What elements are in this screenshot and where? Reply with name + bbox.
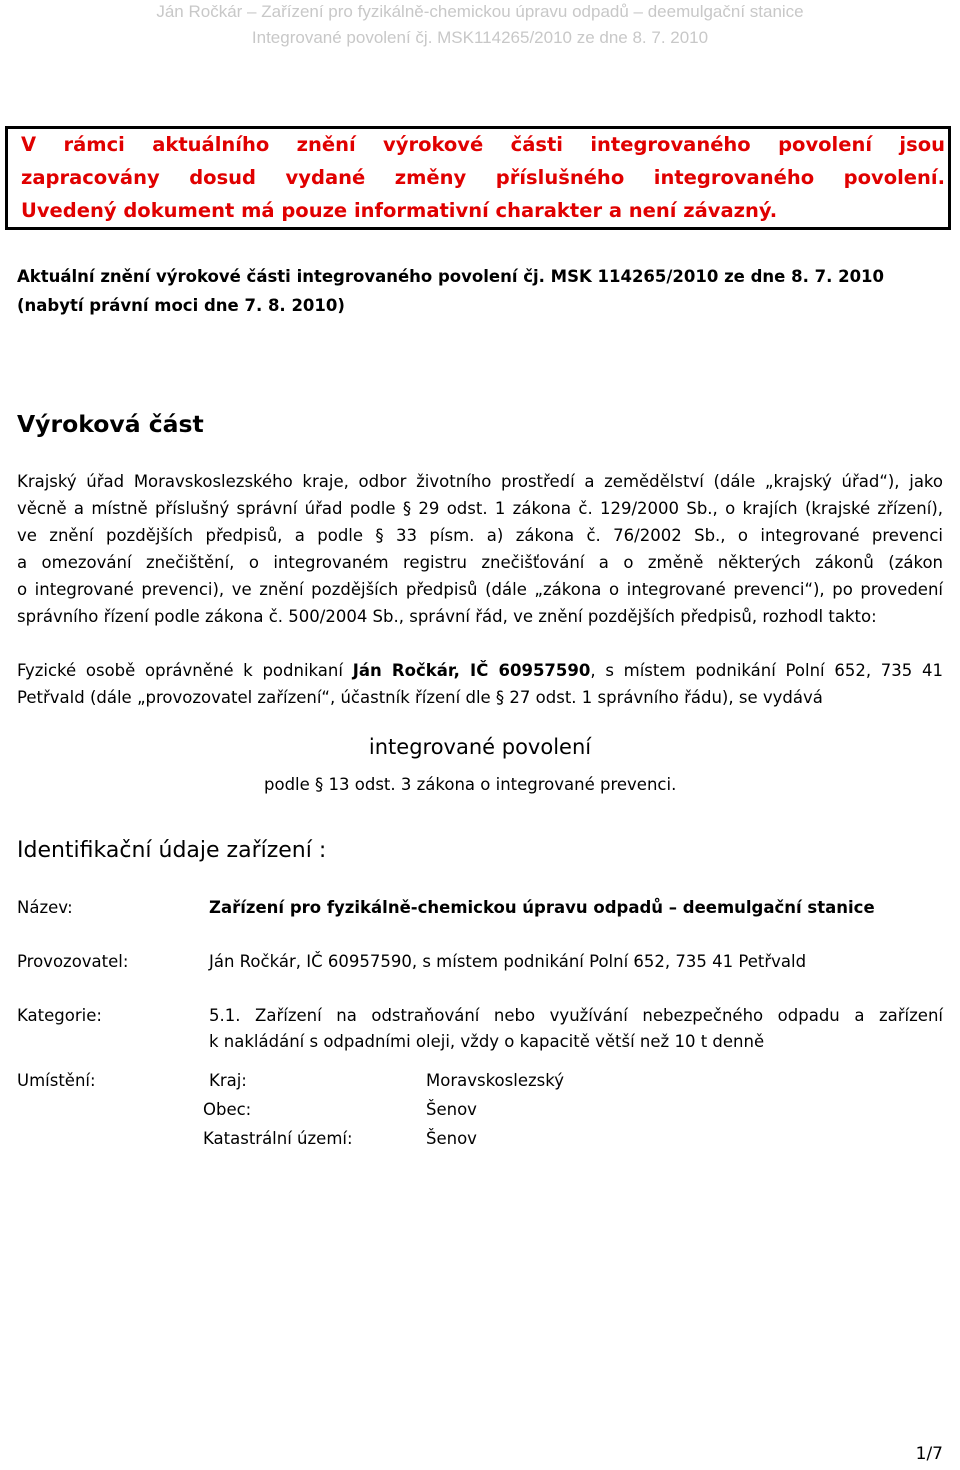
- intro-line-3: ve znění pozdějších předpisů, a podle § 33 písm. a) zákona č. 76/2002 Sb., o integrované prevenci: [17, 526, 943, 545]
- page-number: 1/7: [915, 1444, 943, 1464]
- cadastral-value: Šenov: [426, 1129, 477, 1148]
- permit-subtitle: podle § 13 odst. 3 zákona o integrované prevenci.: [264, 775, 677, 794]
- municipality-label: Obec:: [203, 1100, 252, 1119]
- operator-para-post: , s místem podnikání Polní 652, 735 41: [590, 661, 943, 680]
- cadastral-label: Katastrální území:: [203, 1129, 353, 1148]
- intro-line-5: o integrované prevenci), ve znění pozdějších předpisů (dále „zákona o integrované prevenci“), po provedení: [17, 580, 943, 599]
- notice-line-1: V rámci aktuálního znění výrokové části integrovaného povolení jsou: [21, 133, 945, 156]
- notice-line-2: zapracovány dosud vydané změny příslušného integrovaného povolení.: [21, 166, 945, 189]
- current-version-line-1: Aktuální znění výrokové části integrovaného povolení čj. MSK 114265/2010 ze dne 8. 7. 2010: [17, 267, 885, 286]
- notice-line-3: Uvedený dokument má pouze informativní charakter a není závazný.: [21, 199, 778, 222]
- operator-label: Provozovatel:: [17, 952, 129, 971]
- intro-line-2: věcně a místně příslušný správní úřad podle § 29 odst. 1 zákona č. 129/2000 Sb., o krajích (krajské zřízení),: [17, 499, 943, 518]
- region-value: Moravskoslezský: [426, 1071, 564, 1090]
- operator-para-pre: Fyzické osobě oprávněné k podnikaní: [17, 661, 353, 680]
- operator-value: Ján Ročkár, IČ 60957590, s místem podnikání Polní 652, 735 41 Petřvald: [209, 952, 807, 971]
- operator-para-line-2: Petřvald (dále „provozovatel zařízení“, účastník řízení dle § 27 odst. 1 správního řádu), se vydává: [17, 688, 823, 707]
- header-permit-ref: Integrované povolení čj. MSK114265/2010 ze dne 8. 7. 2010: [251, 28, 709, 47]
- header-title: Ján Ročkár – Zařízení pro fyzikálně-chemickou úpravu odpadů – deemulgační stanice: [156, 2, 804, 21]
- region-label: Kraj:: [209, 1071, 247, 1090]
- name-value: Zařízení pro fyzikálně-chemickou úpravu odpadů – deemulgační stanice: [209, 898, 875, 917]
- name-label: Název:: [17, 898, 73, 917]
- intro-line-4: a omezování znečištění, o integrovaném registru znečišťování a o změně některých zákonů (zákon: [17, 553, 943, 572]
- operator-name: Ján Ročkár, IČ 60957590: [352, 661, 591, 680]
- location-label: Umístění:: [17, 1071, 96, 1090]
- category-label: Kategorie:: [17, 1006, 102, 1025]
- current-version-line-2: (nabytí právní moci dne 7. 8. 2010): [17, 296, 345, 315]
- notice-box: [5, 126, 951, 230]
- category-line-2: k nakládání s odpadními oleji, vždy o kapacitě větší než 10 t denně: [209, 1032, 765, 1051]
- permit-title: integrované povolení: [368, 735, 592, 759]
- intro-line-1: Krajský úřad Moravskoslezského kraje, odbor životního prostředí a zemědělství (dále „krajský úřad“), jako: [17, 472, 943, 491]
- section-title: Výroková část: [17, 410, 204, 438]
- category-line-1: 5.1. Zařízení na odstraňování nebo využívání nebezpečného odpadu a zařízení: [209, 1006, 943, 1025]
- intro-line-6: správního řízení podle zákona č. 500/2004 Sb., správní řád, ve znění pozdějších předpisů, rozhodl takto:: [17, 607, 877, 626]
- municipality-value: Šenov: [426, 1100, 477, 1119]
- operator-para-line-1: [17, 657, 943, 684]
- ident-title: Identifikační údaje zařízení :: [17, 838, 327, 863]
